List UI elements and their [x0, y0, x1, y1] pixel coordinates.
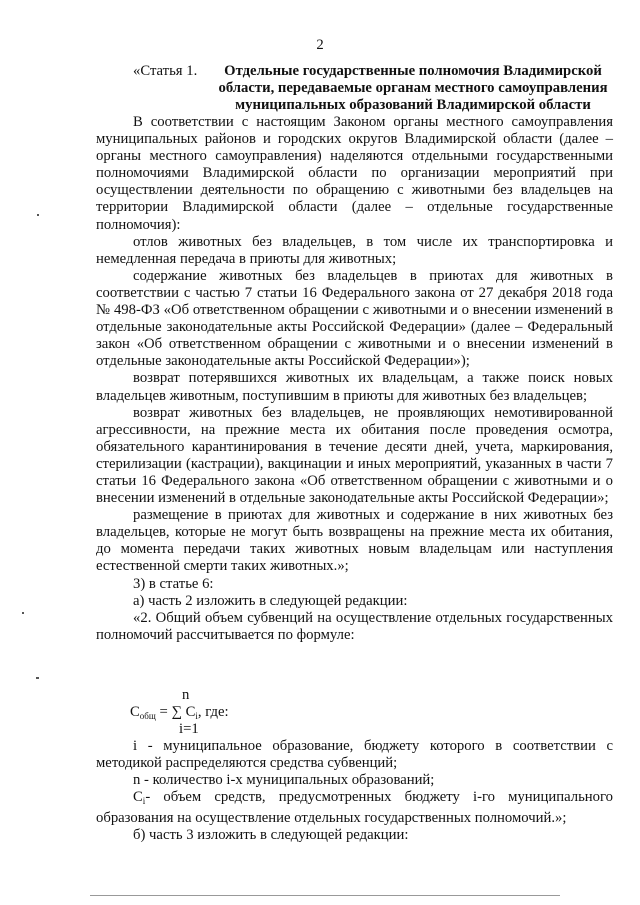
formula-tail: , где:: [197, 704, 229, 720]
paragraph: отлов животных без владельцев, в том числе их транспортировка и немедленная передача в приюты для животных;: [96, 233, 613, 267]
formula-lower-limit: i=1: [179, 721, 199, 737]
page-number: 2: [316, 37, 324, 53]
body-bottom: [96, 738, 613, 845]
paragraph: размещение в приютах для животных и содержание в них животных без владельцев, которые не могут быть возвращены на прежние места их обитания, до момента передачи таких животных новым владельцам или наступления естественной смерти таких животных.»;: [96, 507, 613, 575]
paragraph: n - количество i-х муниципальных образований;: [133, 772, 435, 789]
paragraph: б) часть 3 изложить в следующей редакции:: [133, 827, 409, 844]
article-title: Отдельные государственные полномочия Владимирской области, передаваемые органам местного самоуправления муниципальных образований Владимирской области: [218, 63, 608, 114]
paragraph: возврат животных без владельцев, не проявляющих немотивированной агрессивности, на прежние места их обитания после проведения осмотра, обязательного карантинирования в течение десяти дней, учета, маркирования, стерилизации (кастрации), вакцинации и иных мероприятий, указанных в части 7 статьи 16 Федерального закона «Об ответственном обращении с животными и о внесении изменений в отдельные законодательные акты Российской Федерации»;: [96, 404, 613, 507]
scan-speck: [22, 612, 24, 614]
paragraph: содержание животных без владельцев в приютах для животных в соответствии с частью 7 статьи 16 Федерального закона от 27 декабря 2018 года № 498-ФЗ «Об ответственном обращении с животными и о внесении изменений в отдельные законодательные акты Российской Федерации» (далее – Федеральный закон «Об ответственном обращении с животными и о внесении изменений в отдельные законодательные акты Российской Федерации»);: [96, 267, 613, 370]
scan-speck: [36, 677, 39, 679]
scan-edge-line: [90, 895, 560, 896]
paragraph: «2. Общий объем субвенций на осуществление отдельных государственных полномочий рассчитывается по формуле:: [96, 609, 613, 643]
subvention-formula: [130, 687, 330, 737]
formula-upper-limit: n: [182, 687, 190, 703]
paragraph: В соответствии с настоящим Законом органы местного самоуправления муниципальных районов и городских округов Владимирской области (далее – органы местного самоуправления) наделяются отдельными государственными полномочиями Владимирской области по организации мероприятий при осуществлении деятельности по обращению с животными без владельцев на территории Владимирской области (далее – отдельные государственные полномочия):: [96, 114, 613, 233]
scan-speck: [37, 214, 39, 216]
paragraph: i - муниципальное образование, бюджету которого в соответствии с методикой распределяются средства субвенций;: [96, 738, 613, 772]
ci-letter: С: [133, 789, 143, 806]
paragraph: [96, 789, 613, 827]
article-lead: «Статья 1.: [133, 63, 198, 79]
formula-lhs: С: [130, 704, 140, 720]
body-top: [96, 114, 613, 644]
ci-text: - объем средств, предусмотренных бюджету i-го муниципального образования на осуществление отдельных государственных полномочий.»;: [96, 789, 613, 827]
paragraph: а) часть 2 изложить в следующей редакции:: [133, 592, 408, 609]
paragraph: возврат потерявшихся животных их владельцам, а также поиск новых владельцев животным, поступившим в приюты для животных без владельцев;: [96, 370, 613, 404]
formula-rhs-sub: i: [195, 711, 198, 721]
paragraph: 3) в статье 6:: [133, 575, 214, 592]
ci-sub: i: [142, 796, 146, 807]
formula-sum: = ∑ С: [155, 704, 196, 720]
formula-lhs-sub: общ: [139, 711, 156, 721]
